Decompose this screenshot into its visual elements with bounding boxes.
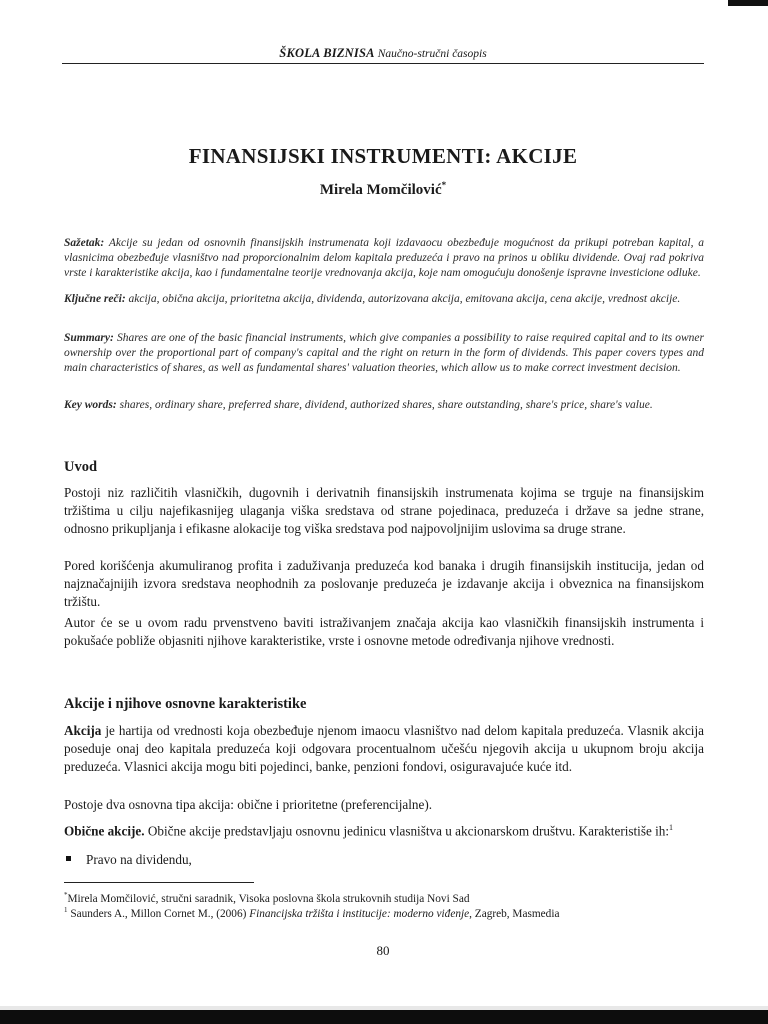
paragraph	[64, 819, 704, 840]
paragraph-text: Obične akcije predstavljaju osnovnu jedinicu vlasništva u akcionarskom društvu. Karakteristiše ih:	[144, 823, 670, 839]
footnote-ref: 1	[669, 823, 674, 832]
author	[62, 180, 704, 199]
author-name: Mirela Momčilović	[319, 182, 442, 198]
list-item-text: Pravo na dividendu,	[86, 852, 192, 867]
footnote-text: Saunders A., Millon Cornet M., (2006)	[67, 907, 250, 920]
scan-edge-top	[728, 0, 768, 6]
paper-title: FINANSIJSKI INSTRUMENTI: AKCIJE	[188, 144, 578, 168]
keywords-english-label: Key words:	[64, 399, 117, 411]
abstract-serbian	[64, 236, 704, 281]
abstract-serbian-label: Sažetak:	[64, 237, 105, 249]
journal-subtitle: Naučno-stručni časopis	[377, 48, 487, 60]
footnote-text: , Zagreb, Masmedia	[469, 907, 560, 920]
footnote-text: Mirela Momčilović, stručni saradnik, Visoka poslovna škola strukovnih studija Novi Sad	[67, 892, 470, 905]
keywords-english-text: shares, ordinary share, preferred share, dividend, authorized shares, share outstanding, share's price, share's value.	[119, 399, 653, 411]
page-number: 80	[376, 943, 390, 958]
footnote	[64, 903, 704, 921]
journal-name: ŠKOLA BIZNISA	[279, 46, 375, 60]
header-rule	[62, 63, 704, 64]
paragraph: Autor će se u ovom radu prvenstveno baviti istraživanjem značaja akcija kao vlasničkih finansijskih instrumenta i pokušaće pobliže objasniti njihove karakteristike, vrste i osnovne metode određivanja njihove vrednosti.	[64, 615, 704, 648]
paragraph-text: je hartija od vrednosti koja obezbeđuje njenom imaocu vlasništvo nad delom kapitala preduzeća. Vlasnik akcija poseduje onaj deo kapitala preduzeća koji odgovara procentualnom učešću njegovih akcija u ukupnom broju akcija preduzeća. Vlasnici akcija mogu biti pojedinci, banke, penzioni fondovi, osiguravajuće kuće itd.	[64, 723, 704, 774]
scan-edge-bottom	[0, 1010, 768, 1024]
paragraph: Postoje dva osnovna tipa akcija: obične i prioritetne (preferencijalne).	[64, 797, 433, 812]
abstract-serbian-text: Akcije su jedan od osnovnih finansijskih instrumenata koji izdavaocu obezbeđuje mogućnost da prikupi potreban kapital, a vlasnicima obezbeđuje vlasništvo nad proporcionalnim delom kapitala preduzeća i pravo na prinos u obliku dividende. Ovaj rad pokriva vrste i karakteristike akcija, kao i fundamentalne teorije vrednovanja akcija, koje nam omogućuju donošenje ispravne investicione odluke.	[64, 237, 704, 279]
term-akcija: Akcija	[64, 723, 102, 738]
term-obicne-akcije: Obične akcije.	[64, 823, 145, 839]
paragraph: Pored korišćenja akumuliranog profita i zaduživanja preduzeća kod banaka i drugih finansijskih institucija, jedan od najznačajnijih izvora sredstava neophodnih za poslovanje preduzeća je izdavanje akcija i obveznica na finansijskom tržištu.	[64, 558, 704, 609]
abstract-english	[64, 331, 704, 376]
section-heading-akcije: Akcije i njihove osnovne karakteristike	[64, 696, 307, 712]
abstract-english-text: Shares are one of the basic financial instruments, which give companies a possibility to raise required capital and to its owner ownership over the proportional part of company's capital and the right on return in the form of dividends. This paper covers types and main characteristics of shares, as well as fundamental shares' valuation theories, which allow us to make correct investment decision.	[64, 332, 705, 374]
bullet-icon	[66, 856, 71, 861]
footnote-mark: 1	[64, 906, 68, 914]
keywords-serbian	[64, 292, 704, 307]
running-header	[62, 46, 704, 61]
footnote-rule	[64, 882, 254, 883]
keywords-serbian-label: Ključne reči:	[64, 293, 126, 305]
author-footnote-mark: *	[441, 180, 447, 190]
keywords-serbian-text: akcija, obična akcija, prioritetna akcija, dividenda, autorizovana akcija, emitovana akcija, cena akcije, vrednost akcije.	[128, 293, 681, 305]
keywords-english	[64, 398, 704, 413]
footnote-mark: *	[64, 891, 68, 899]
abstract-english-label: Summary:	[64, 332, 114, 344]
paragraph: Postoji niz različitih vlasničkih, dugovnih i derivatnih finansijskih instrumenata kojima se trguje na finansijskim tržištima u cilju najefikasnijeg ulaganja viška sredstava od strane pojedinaca, preduzeća i države sa jedne strane, odnosno prikupljanja i efikasne alokacije tog viška sredstava pod najpovoljnijim uslovima sa druge strane.	[64, 485, 704, 536]
section-heading-uvod: Uvod	[64, 459, 98, 475]
paragraph	[64, 722, 704, 775]
footnote-book-title: Financijska tržišta i institucije: moderno viđenje	[249, 907, 470, 920]
list-item	[66, 852, 192, 868]
